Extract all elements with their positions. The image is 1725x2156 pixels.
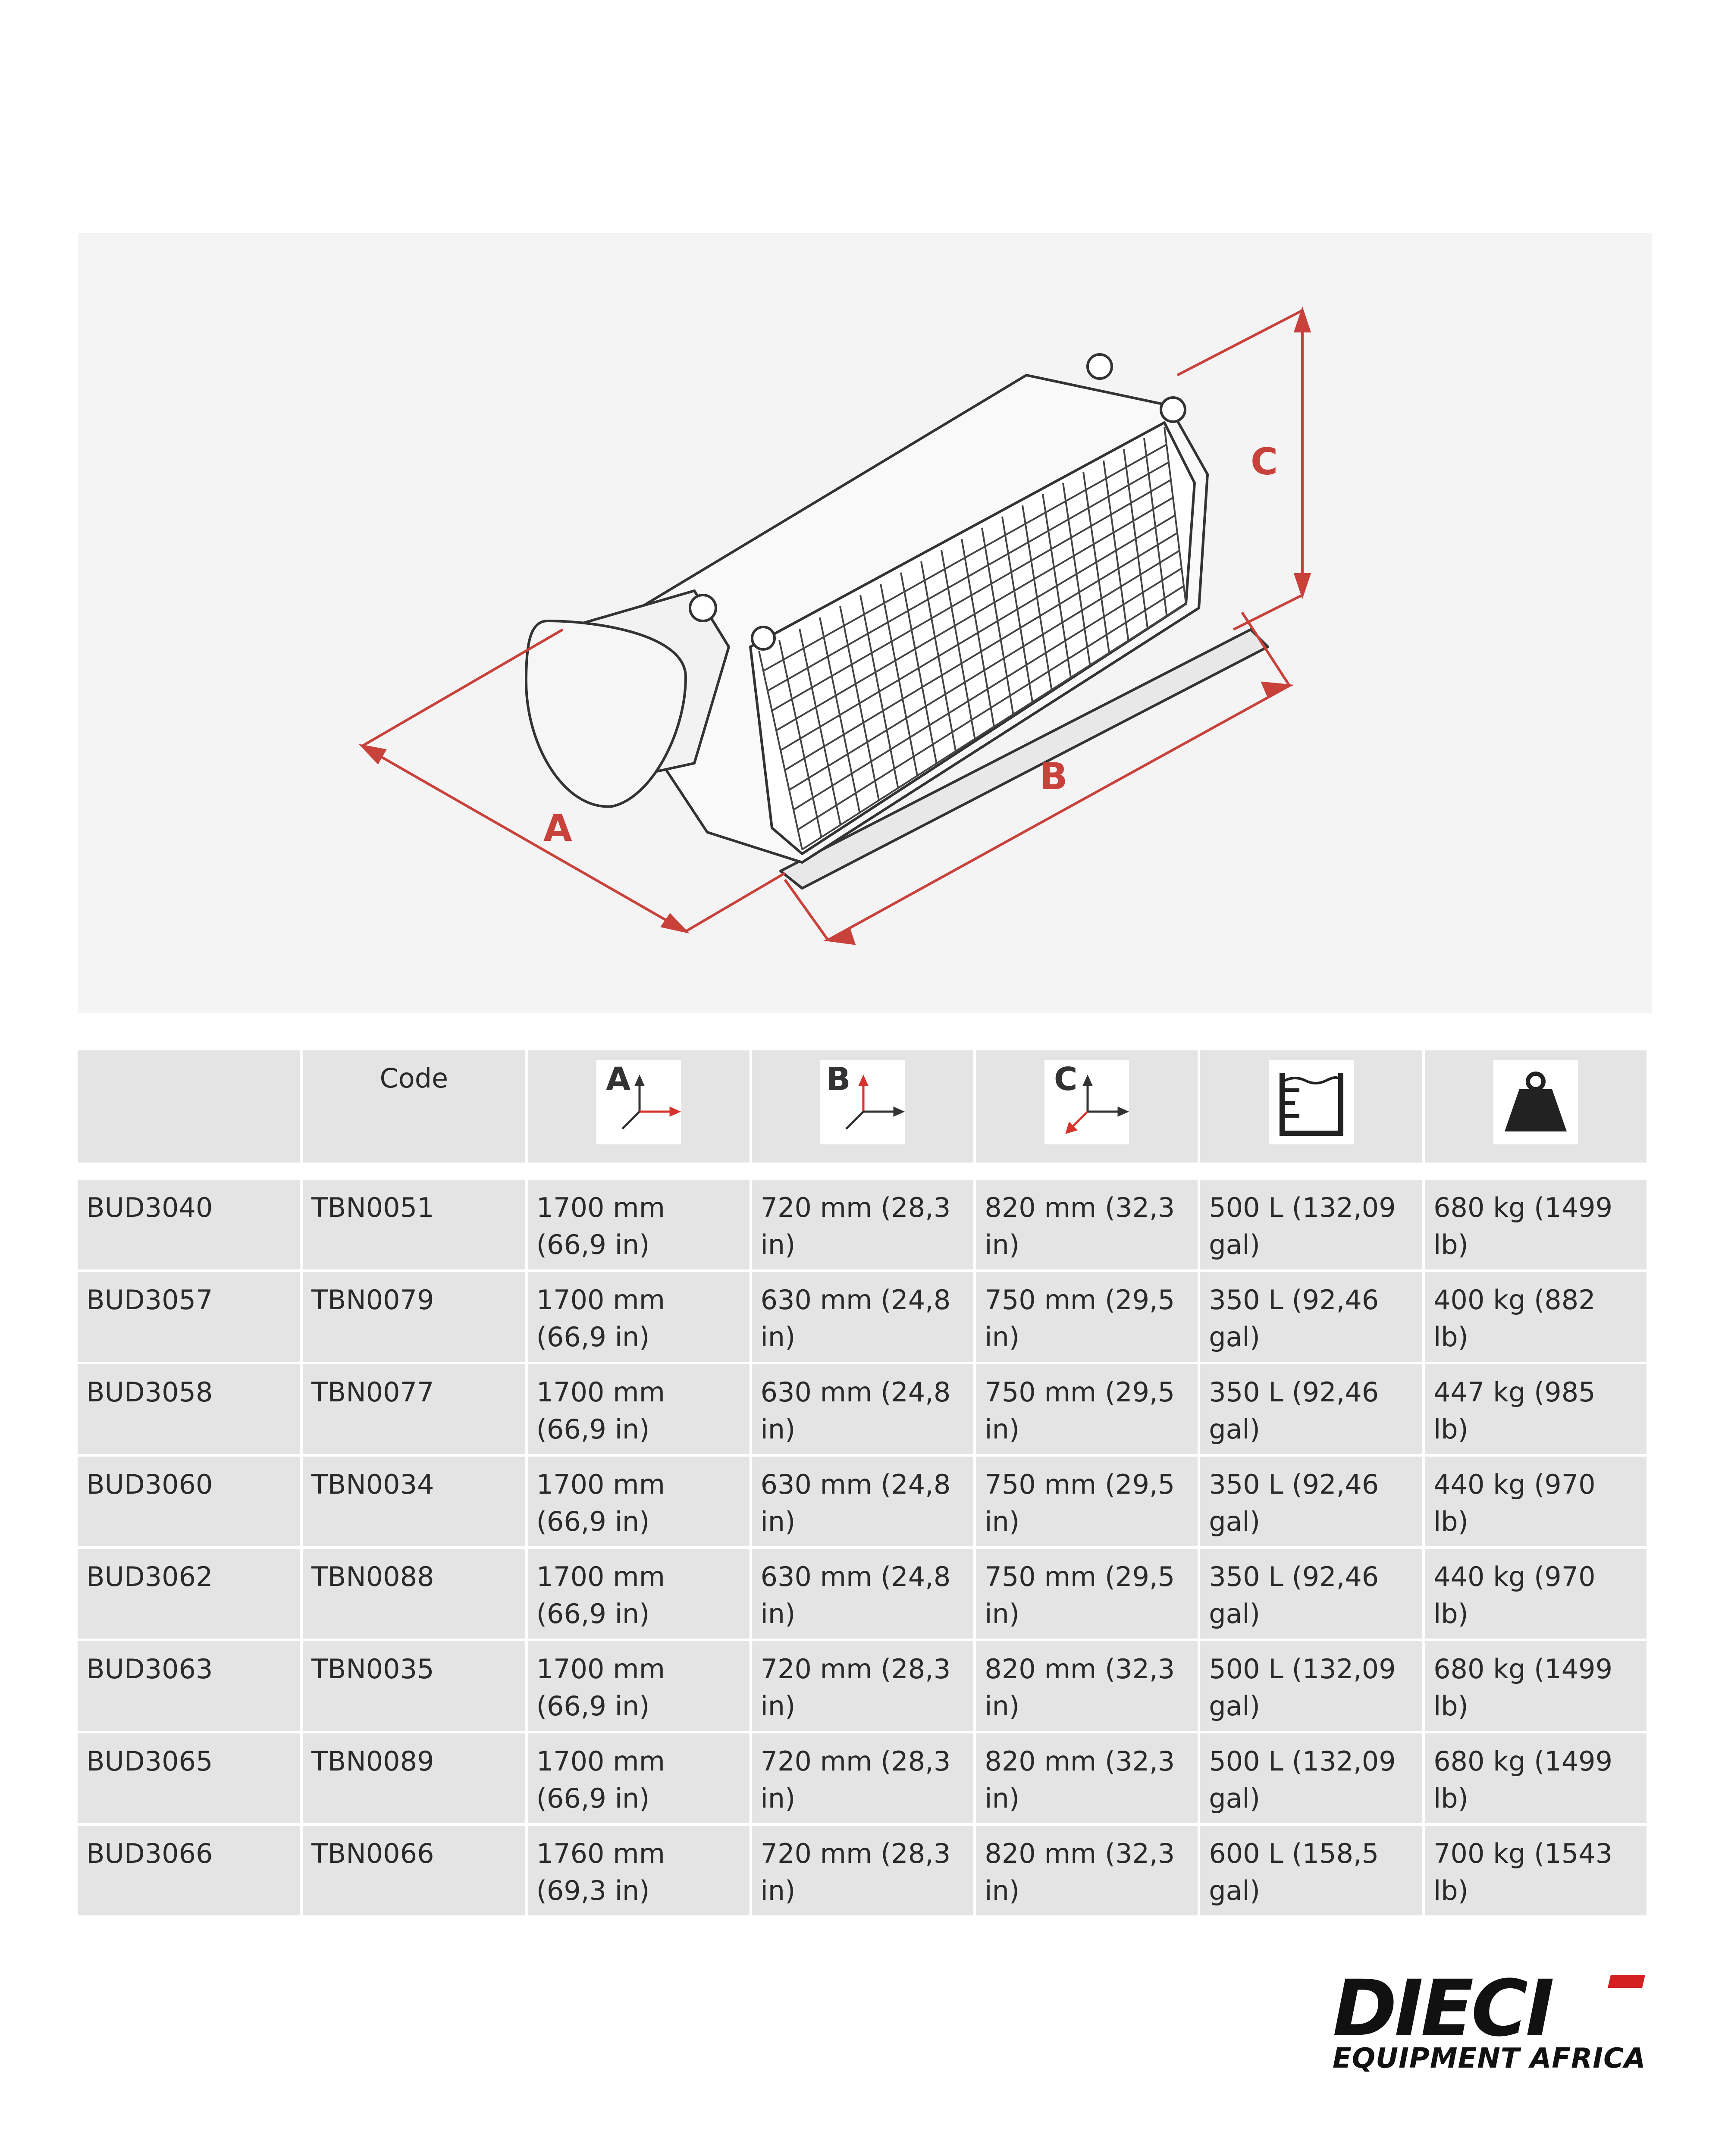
cell-model: BUD3063 <box>78 1641 300 1731</box>
dimension-b-icon <box>820 1060 905 1144</box>
code-column-header: Code <box>303 1050 525 1163</box>
cell-a: 1700 mm (66,9 in) <box>528 1641 750 1731</box>
cell-a: 1700 mm (66,9 in) <box>528 1733 750 1823</box>
cell-model: BUD3060 <box>78 1457 300 1546</box>
dimension-a-icon <box>596 1060 681 1144</box>
cell-weight: 400 kg (882 lb) <box>1425 1272 1647 1362</box>
cell-b: 720 mm (28,3 in) <box>752 1826 974 1915</box>
table-row <box>78 1272 1647 1362</box>
dimension-c-column-header <box>976 1050 1198 1163</box>
cell-code: TBN0079 <box>303 1272 525 1362</box>
table-row <box>78 1457 1647 1546</box>
cell-capacity: 350 L (92,46 gal) <box>1200 1457 1422 1546</box>
cell-weight: 680 kg (1499 lb) <box>1425 1180 1647 1269</box>
table-body <box>78 1180 1647 1915</box>
capacity-column-header <box>1200 1050 1422 1163</box>
weight-column-header <box>1425 1050 1647 1163</box>
cell-capacity: 500 L (132,09 gal) <box>1200 1733 1422 1823</box>
table-row <box>78 1180 1647 1269</box>
dieci-logo <box>1328 1966 1656 2074</box>
cell-code: TBN0035 <box>303 1641 525 1731</box>
model-column-header <box>78 1050 300 1163</box>
cell-c: 820 mm (32,3 in) <box>976 1641 1198 1731</box>
table-row <box>78 1549 1647 1639</box>
cell-code: TBN0088 <box>303 1549 525 1639</box>
cell-capacity: 350 L (92,46 gal) <box>1200 1364 1422 1454</box>
cell-c: 820 mm (32,3 in) <box>976 1733 1198 1823</box>
cell-capacity: 600 L (158,5 gal) <box>1200 1826 1422 1915</box>
cell-a: 1700 mm (66,9 in) <box>528 1272 750 1362</box>
cell-capacity: 350 L (92,46 gal) <box>1200 1272 1422 1362</box>
dimension-a-column-header <box>528 1050 750 1163</box>
cell-b: 720 mm (28,3 in) <box>752 1641 974 1731</box>
dimension-c-icon <box>1044 1060 1129 1144</box>
cell-c: 820 mm (32,3 in) <box>976 1180 1198 1269</box>
cell-c: 820 mm (32,3 in) <box>976 1826 1198 1915</box>
cell-a: 1700 mm (66,9 in) <box>528 1180 750 1269</box>
cell-b: 630 mm (24,8 in) <box>752 1364 974 1454</box>
logo-red-accent <box>1608 1975 1645 1988</box>
table-row <box>78 1733 1647 1823</box>
dimension-b-column-header <box>752 1050 974 1163</box>
cell-c: 750 mm (29,5 in) <box>976 1549 1198 1639</box>
cell-a: 1700 mm (66,9 in) <box>528 1364 750 1454</box>
cell-a: 1760 mm (69,3 in) <box>528 1826 750 1915</box>
table-header-row <box>78 1050 1647 1163</box>
specification-table <box>75 1048 1649 1918</box>
cell-code: TBN0051 <box>303 1180 525 1269</box>
cell-a: 1700 mm (66,9 in) <box>528 1457 750 1546</box>
cell-model: BUD3065 <box>78 1733 300 1823</box>
cell-weight: 440 kg (970 lb) <box>1425 1549 1647 1639</box>
cell-weight: 440 kg (970 lb) <box>1425 1457 1647 1546</box>
cell-capacity: 350 L (92,46 gal) <box>1200 1549 1422 1639</box>
cell-b: 630 mm (24,8 in) <box>752 1549 974 1639</box>
cell-capacity: 500 L (132,09 gal) <box>1200 1180 1422 1269</box>
dimension-label-a: A <box>543 807 572 850</box>
logo-brand-text: DIECI <box>1333 1966 1552 2054</box>
capacity-icon <box>1269 1060 1354 1144</box>
dimension-label-b: B <box>1039 755 1068 798</box>
dimension-a-icon-letter: A <box>605 1061 630 1098</box>
table-row <box>78 1826 1647 1915</box>
cell-b: 720 mm (28,3 in) <box>752 1180 974 1269</box>
cell-code: TBN0089 <box>303 1733 525 1823</box>
cell-code: TBN0077 <box>303 1364 525 1454</box>
cell-b: 630 mm (24,8 in) <box>752 1272 974 1362</box>
table-row <box>78 1364 1647 1454</box>
concrete-mixer-bucket-drawing <box>78 233 1652 1013</box>
cell-b: 720 mm (28,3 in) <box>752 1733 974 1823</box>
cell-code: TBN0034 <box>303 1457 525 1546</box>
cell-c: 750 mm (29,5 in) <box>976 1272 1198 1362</box>
cell-code: TBN0066 <box>303 1826 525 1915</box>
cell-capacity: 500 L (132,09 gal) <box>1200 1641 1422 1731</box>
cell-c: 750 mm (29,5 in) <box>976 1457 1198 1546</box>
cell-model: BUD3058 <box>78 1364 300 1454</box>
cell-weight: 680 kg (1499 lb) <box>1425 1733 1647 1823</box>
cell-model: BUD3066 <box>78 1826 300 1915</box>
cell-c: 750 mm (29,5 in) <box>976 1364 1198 1454</box>
cell-a: 1700 mm (66,9 in) <box>528 1549 750 1639</box>
cell-weight: 680 kg (1499 lb) <box>1425 1641 1647 1731</box>
cell-model: BUD3062 <box>78 1549 300 1639</box>
cell-b: 630 mm (24,8 in) <box>752 1457 974 1546</box>
product-diagram-panel <box>78 233 1652 1013</box>
cell-weight: 700 kg (1543 lb) <box>1425 1826 1647 1915</box>
cell-model: BUD3057 <box>78 1272 300 1362</box>
dimension-b-icon-letter: B <box>826 1061 851 1098</box>
cell-weight: 447 kg (985 lb) <box>1425 1364 1647 1454</box>
dimension-c-icon-letter: C <box>1054 1061 1078 1098</box>
dimension-label-c: C <box>1251 440 1278 483</box>
cell-model: BUD3040 <box>78 1180 300 1269</box>
logo-subtitle: EQUIPMENT AFRICA <box>1333 2043 1646 2074</box>
table-row <box>78 1641 1647 1731</box>
weight-icon <box>1493 1060 1578 1144</box>
